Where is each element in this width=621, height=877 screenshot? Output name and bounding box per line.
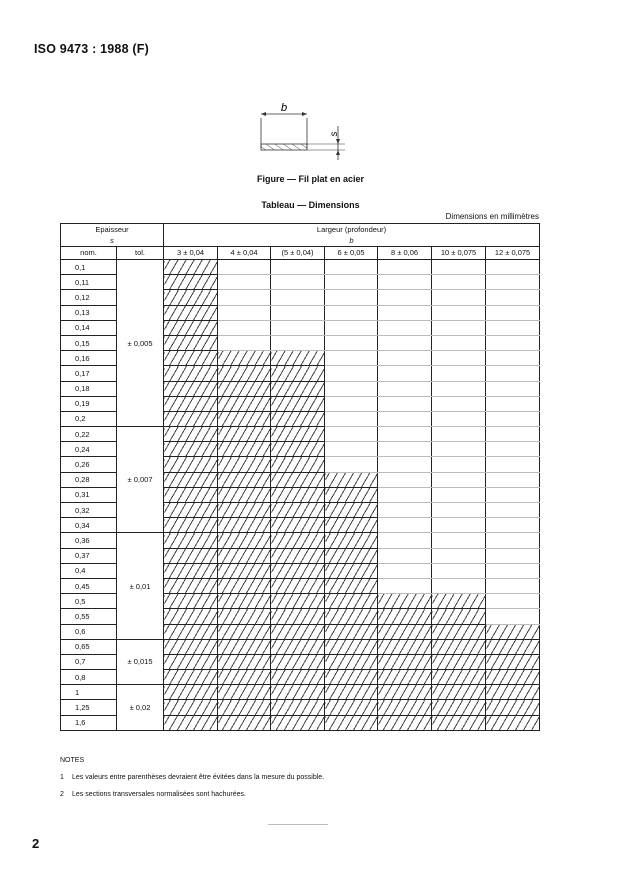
non-standard-cell xyxy=(378,518,432,533)
non-standard-cell xyxy=(432,533,486,548)
dimensions-table xyxy=(60,223,540,731)
thickness-nominal: 0,1 xyxy=(61,260,117,275)
standard-section-cell xyxy=(325,563,378,578)
non-standard-cell xyxy=(432,275,486,290)
standard-section-cell xyxy=(378,654,432,669)
non-standard-cell xyxy=(325,457,378,472)
standard-section-cell xyxy=(271,715,325,730)
table-row xyxy=(61,260,540,275)
standard-section-cell xyxy=(164,411,218,426)
non-standard-cell xyxy=(325,427,378,442)
thickness-nominal: 0,15 xyxy=(61,335,117,350)
standard-section-cell xyxy=(271,487,325,502)
non-standard-cell xyxy=(218,335,271,350)
non-standard-cell xyxy=(378,548,432,563)
non-standard-cell xyxy=(325,275,378,290)
non-standard-cell xyxy=(486,503,540,518)
non-standard-cell xyxy=(378,381,432,396)
note-1-number: 1 xyxy=(60,774,64,781)
thickness-nominal: 0,65 xyxy=(61,639,117,654)
note-2-number: 2 xyxy=(60,791,64,798)
standard-section-cell xyxy=(432,715,486,730)
width-column-header: 3 ± 0,04 xyxy=(164,247,218,260)
standard-section-cell xyxy=(164,472,218,487)
standard-section-cell xyxy=(218,578,271,593)
non-standard-cell xyxy=(432,472,486,487)
non-standard-cell xyxy=(432,290,486,305)
non-standard-cell xyxy=(432,518,486,533)
non-standard-cell xyxy=(378,260,432,275)
standard-section-cell xyxy=(164,594,218,609)
standard-section-cell xyxy=(271,654,325,669)
standard-section-cell xyxy=(271,411,325,426)
standard-section-cell xyxy=(378,609,432,624)
thickness-nominal: 1 xyxy=(61,685,117,700)
non-standard-cell xyxy=(378,320,432,335)
standard-section-cell xyxy=(432,594,486,609)
table-row xyxy=(61,639,540,654)
non-standard-cell xyxy=(378,578,432,593)
thickness-nominal: 0,32 xyxy=(61,503,117,518)
non-standard-cell xyxy=(432,548,486,563)
thickness-nominal: 0,6 xyxy=(61,624,117,639)
standard-section-cell xyxy=(271,457,325,472)
non-standard-cell xyxy=(378,396,432,411)
thickness-nominal: 0,24 xyxy=(61,442,117,457)
thickness-nominal: 0,2 xyxy=(61,411,117,426)
standard-section-cell xyxy=(271,503,325,518)
thickness-nominal: 0,26 xyxy=(61,457,117,472)
note-2 xyxy=(60,786,324,803)
non-standard-cell xyxy=(432,411,486,426)
non-standard-cell xyxy=(486,548,540,563)
non-standard-cell xyxy=(271,290,325,305)
non-standard-cell xyxy=(378,487,432,502)
width-column-header: 6 ± 0,05 xyxy=(325,247,378,260)
tolerance-cell: ± 0,01 xyxy=(117,533,164,639)
non-standard-cell xyxy=(378,563,432,578)
standard-section-cell xyxy=(271,366,325,381)
non-standard-cell xyxy=(486,335,540,350)
width-column-header: 4 ± 0,04 xyxy=(218,247,271,260)
standard-section-cell xyxy=(325,639,378,654)
standard-section-cell xyxy=(164,715,218,730)
standard-section-cell xyxy=(378,685,432,700)
standard-section-cell xyxy=(218,411,271,426)
non-standard-cell xyxy=(432,578,486,593)
non-standard-cell xyxy=(486,381,540,396)
non-standard-cell xyxy=(486,442,540,457)
standard-section-cell xyxy=(432,639,486,654)
standard-section-cell xyxy=(164,320,218,335)
tolerance-cell: ± 0,02 xyxy=(117,685,164,731)
thickness-nominal: 0,37 xyxy=(61,548,117,563)
standard-section-cell xyxy=(432,654,486,669)
non-standard-cell xyxy=(486,351,540,366)
standard-section-cell xyxy=(271,685,325,700)
standard-section-cell xyxy=(378,715,432,730)
label-b: b xyxy=(280,102,288,114)
thickness-nominal: 0,19 xyxy=(61,396,117,411)
non-standard-cell xyxy=(325,442,378,457)
standard-section-cell xyxy=(164,260,218,275)
thickness-nominal: 0,4 xyxy=(61,563,117,578)
standard-section-cell xyxy=(271,609,325,624)
standard-section-cell xyxy=(218,487,271,502)
standard-section-cell xyxy=(325,594,378,609)
non-standard-cell xyxy=(378,335,432,350)
non-standard-cell xyxy=(325,305,378,320)
standard-section-cell xyxy=(218,624,271,639)
non-standard-cell xyxy=(325,351,378,366)
non-standard-cell xyxy=(486,411,540,426)
non-standard-cell xyxy=(486,472,540,487)
non-standard-cell xyxy=(378,275,432,290)
width-column-header: 8 ± 0,06 xyxy=(378,247,432,260)
width-header: Largeur (profondeur) xyxy=(164,224,540,236)
thickness-nominal: 0,18 xyxy=(61,381,117,396)
notes xyxy=(60,752,324,803)
non-standard-cell xyxy=(378,305,432,320)
standard-section-cell xyxy=(164,533,218,548)
standard-section-cell xyxy=(164,700,218,715)
standard-section-cell xyxy=(432,624,486,639)
non-standard-cell xyxy=(486,290,540,305)
standard-section-cell xyxy=(378,639,432,654)
width-symbol: b xyxy=(164,235,540,247)
non-standard-cell xyxy=(218,290,271,305)
standard-section-cell xyxy=(164,503,218,518)
non-standard-cell xyxy=(432,351,486,366)
non-standard-cell xyxy=(432,320,486,335)
non-standard-cell xyxy=(378,503,432,518)
standard-section-cell xyxy=(271,594,325,609)
thickness-nominal: 0,34 xyxy=(61,518,117,533)
thickness-symbol: s xyxy=(61,235,164,247)
non-standard-cell xyxy=(432,442,486,457)
standard-section-cell xyxy=(271,427,325,442)
standard-section-cell xyxy=(432,700,486,715)
page-number: 2 xyxy=(32,836,40,851)
wire-cross-section xyxy=(261,144,307,150)
non-standard-cell xyxy=(486,518,540,533)
non-standard-cell xyxy=(271,275,325,290)
non-standard-cell xyxy=(378,533,432,548)
tolerance-cell: ± 0,007 xyxy=(117,427,164,533)
non-standard-cell xyxy=(271,320,325,335)
flat-wire-figure xyxy=(255,100,350,162)
standard-section-cell xyxy=(271,548,325,563)
non-standard-cell xyxy=(486,609,540,624)
standard-section-cell xyxy=(486,670,540,685)
arrow-down-icon xyxy=(336,139,340,144)
standard-section-cell xyxy=(164,305,218,320)
standard-section-cell xyxy=(218,654,271,669)
standard-section-cell xyxy=(486,654,540,669)
standard-section-cell xyxy=(325,503,378,518)
standard-section-cell xyxy=(325,700,378,715)
standard-section-cell xyxy=(325,715,378,730)
thickness-nominal: 0,13 xyxy=(61,305,117,320)
standard-section-cell xyxy=(378,594,432,609)
non-standard-cell xyxy=(378,351,432,366)
standard-section-cell xyxy=(218,396,271,411)
non-standard-cell xyxy=(325,366,378,381)
thickness-nominal: 1,25 xyxy=(61,700,117,715)
thickness-header: Epaisseur xyxy=(61,224,164,236)
standard-section-cell xyxy=(378,700,432,715)
standard-section-cell xyxy=(164,366,218,381)
width-column-header: 10 ± 0,075 xyxy=(432,247,486,260)
standard-section-cell xyxy=(325,670,378,685)
non-standard-cell xyxy=(325,381,378,396)
non-standard-cell xyxy=(486,457,540,472)
standard-section-cell xyxy=(164,457,218,472)
tolerance-cell: ± 0,005 xyxy=(117,260,164,427)
non-standard-cell xyxy=(218,260,271,275)
standard-section-cell xyxy=(164,578,218,593)
width-column-header: (5 ± 0,04) xyxy=(271,247,325,260)
standard-section-cell xyxy=(325,533,378,548)
standard-section-cell xyxy=(164,442,218,457)
non-standard-cell xyxy=(271,335,325,350)
standard-section-cell xyxy=(325,624,378,639)
standard-section-cell xyxy=(164,654,218,669)
non-standard-cell xyxy=(486,260,540,275)
standard-section-cell xyxy=(164,396,218,411)
non-standard-cell xyxy=(271,305,325,320)
non-standard-cell xyxy=(432,457,486,472)
thickness-nominal: 1,6 xyxy=(61,715,117,730)
standard-section-cell xyxy=(218,594,271,609)
non-standard-cell xyxy=(486,533,540,548)
standard-section-cell xyxy=(164,609,218,624)
standard-section-cell xyxy=(271,518,325,533)
thickness-nominal: 0,31 xyxy=(61,487,117,502)
standard-section-cell xyxy=(271,396,325,411)
thickness-nominal: 0,16 xyxy=(61,351,117,366)
thickness-nominal: 0,22 xyxy=(61,427,117,442)
non-standard-cell xyxy=(432,563,486,578)
standard-section-cell xyxy=(325,472,378,487)
standard-section-cell xyxy=(271,442,325,457)
label-s: s xyxy=(329,131,340,137)
standard-section-cell xyxy=(271,639,325,654)
standard-section-cell xyxy=(378,624,432,639)
note-1-text: Les valeurs entre parenthèses devraient être évitées dans la mesure du possible. xyxy=(72,774,325,781)
width-column-header: 12 ± 0,075 xyxy=(486,247,540,260)
non-standard-cell xyxy=(325,320,378,335)
non-standard-cell xyxy=(432,260,486,275)
standard-section-cell xyxy=(164,518,218,533)
standard-section-cell xyxy=(486,700,540,715)
thickness-nominal: 0,8 xyxy=(61,670,117,685)
document-id: ISO 9473 : 1988 (F) xyxy=(34,42,149,56)
standard-section-cell xyxy=(164,381,218,396)
table-title: Tableau — Dimensions xyxy=(261,200,360,210)
thickness-nominal: 0,12 xyxy=(61,290,117,305)
standard-section-cell xyxy=(218,472,271,487)
thickness-nominal: 0,17 xyxy=(61,366,117,381)
standard-section-cell xyxy=(218,518,271,533)
standard-section-cell xyxy=(218,533,271,548)
arrow-up-icon xyxy=(336,150,340,155)
standard-section-cell xyxy=(271,578,325,593)
non-standard-cell xyxy=(378,427,432,442)
standard-section-cell xyxy=(218,670,271,685)
non-standard-cell xyxy=(378,442,432,457)
thickness-nominal: 0,36 xyxy=(61,533,117,548)
standard-section-cell xyxy=(325,654,378,669)
standard-section-cell xyxy=(218,427,271,442)
units-note: Dimensions en millimètres xyxy=(445,212,539,221)
standard-section-cell xyxy=(271,670,325,685)
standard-section-cell xyxy=(378,670,432,685)
non-standard-cell xyxy=(486,578,540,593)
standard-section-cell xyxy=(164,685,218,700)
non-standard-cell xyxy=(432,305,486,320)
standard-section-cell xyxy=(164,639,218,654)
standard-section-cell xyxy=(432,685,486,700)
standard-section-cell xyxy=(164,335,218,350)
standard-section-cell xyxy=(164,290,218,305)
non-standard-cell xyxy=(486,275,540,290)
non-standard-cell xyxy=(378,290,432,305)
standard-section-cell xyxy=(218,381,271,396)
non-standard-cell xyxy=(378,472,432,487)
non-standard-cell xyxy=(325,260,378,275)
figure-caption: Figure — Fil plat en acier xyxy=(256,174,365,184)
standard-section-cell xyxy=(271,351,325,366)
standard-section-cell xyxy=(325,487,378,502)
non-standard-cell xyxy=(218,320,271,335)
notes-title: NOTES xyxy=(60,757,85,764)
thickness-nominal: 0,14 xyxy=(61,320,117,335)
non-standard-cell xyxy=(432,366,486,381)
non-standard-cell xyxy=(378,457,432,472)
non-standard-cell xyxy=(432,381,486,396)
standard-section-cell xyxy=(164,275,218,290)
tolerance-cell: ± 0,015 xyxy=(117,639,164,685)
non-standard-cell xyxy=(271,260,325,275)
non-standard-cell xyxy=(486,594,540,609)
note-2-text: Les sections transversales normalisées sont hachurées. xyxy=(72,791,246,798)
column-header-nom: nom. xyxy=(61,247,117,260)
standard-section-cell xyxy=(218,548,271,563)
thickness-nominal: 0,11 xyxy=(61,275,117,290)
standard-section-cell xyxy=(164,351,218,366)
standard-section-cell xyxy=(218,609,271,624)
standard-section-cell xyxy=(486,715,540,730)
standard-section-cell xyxy=(325,518,378,533)
thickness-nominal: 0,28 xyxy=(61,472,117,487)
non-standard-cell xyxy=(486,487,540,502)
standard-section-cell xyxy=(325,578,378,593)
non-standard-cell xyxy=(325,396,378,411)
non-standard-cell xyxy=(486,305,540,320)
standard-section-cell xyxy=(164,670,218,685)
standard-section-cell xyxy=(218,700,271,715)
table-row xyxy=(61,533,540,548)
non-standard-cell xyxy=(432,335,486,350)
standard-section-cell xyxy=(271,381,325,396)
thickness-nominal: 0,55 xyxy=(61,609,117,624)
non-standard-cell xyxy=(486,320,540,335)
column-header-tol: tol. xyxy=(117,247,164,260)
non-standard-cell xyxy=(432,503,486,518)
non-standard-cell xyxy=(486,427,540,442)
table-row xyxy=(61,427,540,442)
standard-section-cell xyxy=(325,548,378,563)
non-standard-cell xyxy=(325,411,378,426)
non-standard-cell xyxy=(486,563,540,578)
standard-section-cell xyxy=(164,487,218,502)
table-row xyxy=(61,685,540,700)
non-standard-cell xyxy=(432,487,486,502)
non-standard-cell xyxy=(486,366,540,381)
standard-section-cell xyxy=(218,563,271,578)
note-1 xyxy=(60,769,324,786)
non-standard-cell xyxy=(218,275,271,290)
standard-section-cell xyxy=(486,685,540,700)
non-standard-cell xyxy=(432,427,486,442)
thickness-nominal: 0,5 xyxy=(61,594,117,609)
non-standard-cell xyxy=(378,411,432,426)
standard-section-cell xyxy=(218,715,271,730)
standard-section-cell xyxy=(164,548,218,563)
standard-section-cell xyxy=(432,609,486,624)
standard-section-cell xyxy=(218,442,271,457)
standard-section-cell xyxy=(218,503,271,518)
non-standard-cell xyxy=(486,396,540,411)
standard-section-cell xyxy=(218,366,271,381)
standard-section-cell xyxy=(271,533,325,548)
arrow-left-icon xyxy=(261,112,266,116)
non-standard-cell xyxy=(325,290,378,305)
non-standard-cell xyxy=(325,335,378,350)
non-standard-cell xyxy=(432,396,486,411)
standard-section-cell xyxy=(271,624,325,639)
non-standard-cell xyxy=(218,305,271,320)
arrow-right-icon xyxy=(302,112,307,116)
standard-section-cell xyxy=(164,624,218,639)
standard-section-cell xyxy=(218,457,271,472)
standard-section-cell xyxy=(271,472,325,487)
thickness-nominal: 0,45 xyxy=(61,578,117,593)
standard-section-cell xyxy=(325,685,378,700)
standard-section-cell xyxy=(271,563,325,578)
standard-section-cell xyxy=(271,700,325,715)
standard-section-cell xyxy=(325,609,378,624)
footer-rule xyxy=(268,824,328,825)
standard-section-cell xyxy=(218,351,271,366)
standard-section-cell xyxy=(486,624,540,639)
standard-section-cell xyxy=(486,639,540,654)
standard-section-cell xyxy=(432,670,486,685)
standard-section-cell xyxy=(218,639,271,654)
non-standard-cell xyxy=(378,366,432,381)
thickness-nominal: 0,7 xyxy=(61,654,117,669)
standard-section-cell xyxy=(218,685,271,700)
standard-section-cell xyxy=(164,427,218,442)
standard-section-cell xyxy=(164,563,218,578)
